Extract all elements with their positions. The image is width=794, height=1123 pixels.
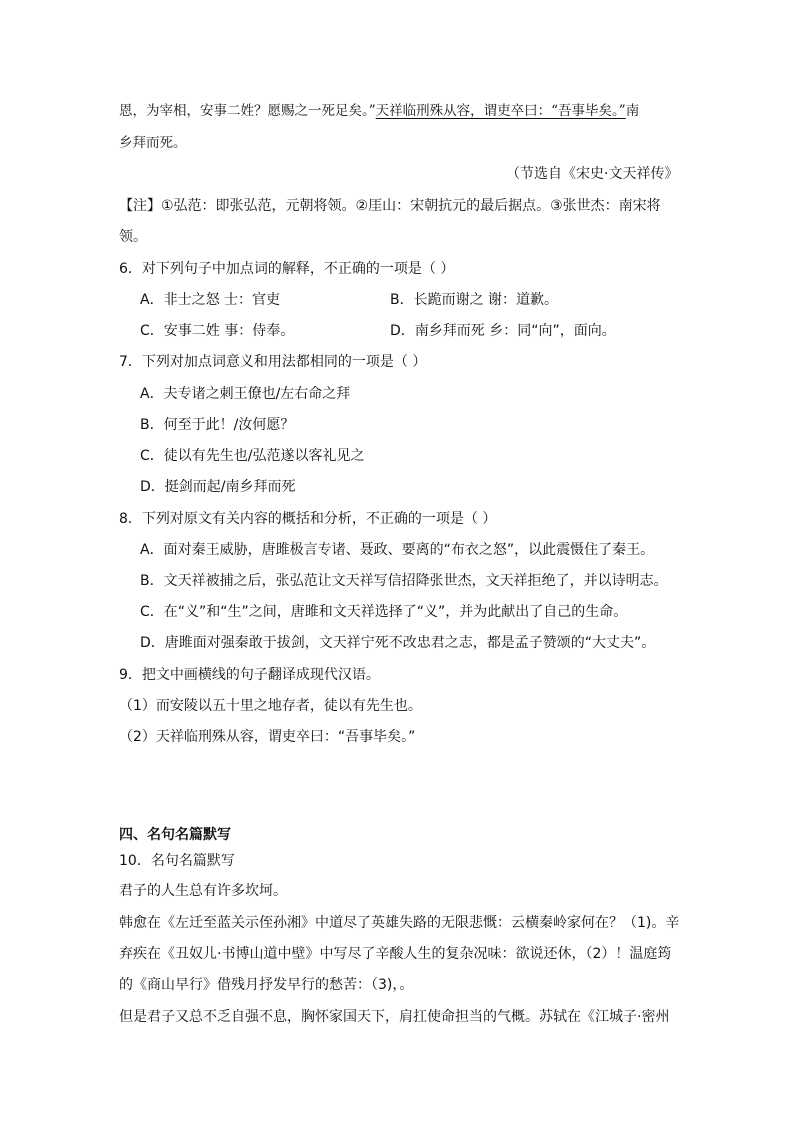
q10-paragraph-2: 韩愈在《左迁至蓝关示侄孙湘》中道尽了英雄失路的无限悲慨：云横秦岭家何在？（1)。辛	[119, 915, 680, 931]
q9-stem: 9．把文中画横线的句子翻译成现代汉语。	[119, 667, 380, 683]
q6-options-row-2	[140, 321, 700, 341]
q6-stem: 6．对下列句子中加点词的解释，不正确的一项是（ ）	[119, 261, 455, 277]
q10-paragraph-5: 但是君子又总不乏自强不息，胸怀家国天下，肩扛使命担当的气概。苏轼在《江城子·密州	[119, 1009, 670, 1025]
underlined-sentence: 天祥临刑殊从容，谓吏卒曰：“吾事毕矣。”	[375, 103, 626, 119]
q6-option-a: A．非士之怒 士：官吏	[140, 292, 281, 308]
q10-paragraph-3: 弃疾在《丑奴儿·书博山道中壁》中写尽了辛酸人生的复杂况味：欲说还休，（2）！温庭筠	[119, 946, 672, 962]
passage-source: （节选自《宋史·文天祥传》	[506, 166, 679, 182]
q8-option-b: B．文天祥被捕之后，张弘范让文天祥写信招降张世杰，文天祥拒绝了，并以诗明志。	[140, 573, 668, 589]
passage-plain-text: 恩，为宰相，安事二姓？愿赐之一死足矣。”	[119, 103, 376, 119]
passage-note-1: 【注】①弘范：即张弘范，元朝将领。②厓山：宋朝抗元的最后据点。③张世杰：南宋将	[119, 198, 661, 214]
q6-option-c: C．安事二姓 事：侍奉。	[140, 323, 295, 339]
q8-stem: 8．下列对原文有关内容的概括和分析，不正确的一项是（ ）	[119, 511, 497, 527]
passage-note-2: 领。	[119, 229, 147, 245]
q7-stem: 7．下列对加点词意义和用法都相同的一项是（ ）	[119, 354, 427, 370]
passage-line-end: 南	[625, 103, 640, 119]
q10-paragraph-4: 的《商山早行》借残月抒发早行的愁苦：（3)，。	[119, 977, 414, 993]
q6-option-b: B．长跪而谢之 谢：道歉。	[390, 292, 559, 308]
q10-stem: 10．名句名篇默写	[119, 853, 235, 869]
passage-line-2: 乡拜而死。	[119, 135, 187, 151]
q8-option-d: D．唐雎面对强秦敢于拔剑，文天祥宁死不改忠君之志，都是孟子赞颂的“大丈夫”。	[140, 635, 656, 651]
section-4-heading: 四、名句名篇默写	[119, 827, 231, 843]
q6-option-d: D．南乡拜而死 乡：同“向”，面向。	[390, 323, 616, 339]
q6-options-row-1	[140, 290, 700, 310]
q9-sentence-2: （2）天祥临刑殊从容，谓吏卒曰：“吾事毕矣。”	[119, 729, 416, 745]
passage-line-1	[119, 101, 639, 121]
q9-sentence-1: （1）而安陵以五十里之地存者，徒以有先生也。	[119, 698, 422, 714]
q10-paragraph-1: 君子的人生总有许多坎坷。	[119, 883, 287, 899]
q8-option-a: A．面对秦王威胁，唐雎极言专诸、聂政、要离的“布衣之怒”，以此震慑住了秦王。	[140, 542, 655, 558]
q7-option-c: C．徒以有先生也/弘范遂以客礼见之	[140, 448, 365, 464]
q7-option-a: A．夫专诸之刺王僚也/左右命之拜	[140, 386, 351, 402]
q7-option-b: B．何至于此！/汝何愿？	[140, 417, 295, 433]
q8-option-c: C．在“义”和“生”之间，唐雎和文天祥选择了“义”，并为此献出了自己的生命。	[140, 604, 628, 620]
q7-option-d: D．挺剑而起/南乡拜而死	[140, 479, 296, 495]
